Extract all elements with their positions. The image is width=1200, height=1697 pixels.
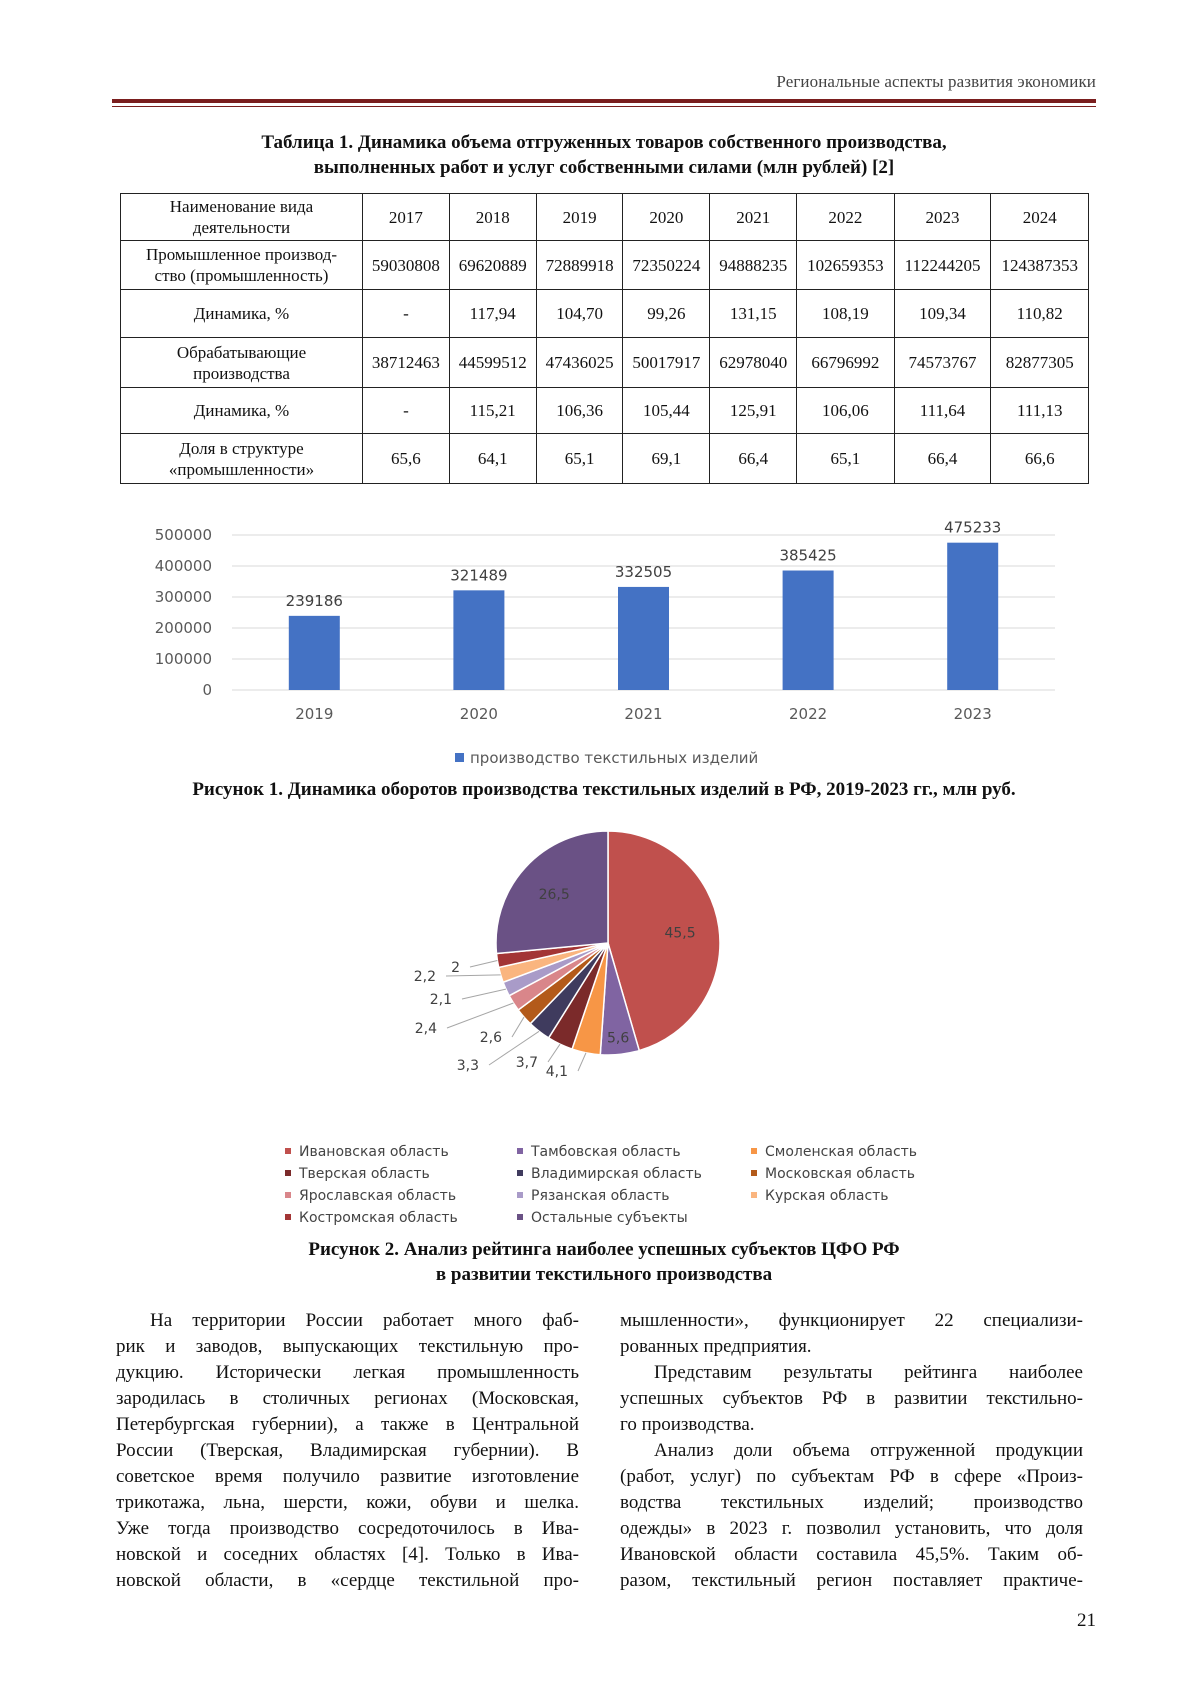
page-number: 21: [1077, 1610, 1096, 1631]
bar-data-label: 475233: [944, 518, 1002, 537]
leader-line: [470, 961, 497, 967]
legend-item-smolensk: [751, 1144, 917, 1160]
year-cell: 2022: [797, 194, 895, 241]
pie-data-label: 2: [451, 960, 460, 976]
legend-label: Тверская область: [299, 1166, 430, 1182]
table-cell: 105,44: [623, 388, 710, 434]
right-column: [620, 1308, 1083, 1594]
leader-line: [447, 1003, 513, 1028]
legend-item-tver: [285, 1166, 430, 1182]
legend-label: Ярославская область: [299, 1188, 457, 1204]
row-label: [121, 434, 363, 484]
body-paragraph: [116, 1308, 579, 1594]
text-line: зародилась в столичных регионах (Московская,: [116, 1388, 579, 1409]
left-column: [116, 1308, 579, 1594]
data-table: [120, 193, 1089, 484]
row-label-line1: Промышленное производ-: [145, 245, 338, 264]
table-row: [121, 434, 1089, 484]
header-rule-thin: [112, 106, 1096, 107]
table-row: [121, 388, 1089, 434]
legend-label: Остальные субъекты: [531, 1210, 688, 1226]
corner-line2: деятельности: [192, 218, 291, 237]
legend-item-ryazan: [517, 1188, 669, 1204]
legend-item-tambov: [517, 1144, 681, 1160]
bar: [453, 590, 504, 690]
bar-data-label: 385425: [779, 546, 837, 565]
legend-item-ivanovo: [285, 1144, 449, 1160]
table-cell: 108,19: [797, 290, 895, 338]
bar: [618, 587, 669, 690]
bar-data-label: 332505: [614, 562, 673, 581]
legend-swatch: [751, 1170, 757, 1176]
pie-data-label: 2,6: [479, 1030, 502, 1046]
pie-data-label: 3,3: [456, 1058, 479, 1074]
table-cell: 59030808: [363, 241, 450, 290]
y-tick-label: 300000: [154, 588, 212, 606]
text-line: успешных субъектов РФ в развитии текстильно-: [620, 1388, 1083, 1409]
table-cell: 62978040: [710, 338, 797, 388]
text-line: мышленности», функционирует 22 специализи-: [620, 1310, 1083, 1331]
text-line: дукцию. Исторически легкая промышленность: [116, 1362, 579, 1383]
table-cell: 65,1: [797, 434, 895, 484]
legend-swatch: [517, 1214, 523, 1220]
table-cell: 47436025: [536, 338, 623, 388]
year-cell: 2023: [894, 194, 991, 241]
year-cell: 2018: [449, 194, 536, 241]
text-line: (работ, услуг) по субъектам РФ в сфере «Произ-: [620, 1466, 1083, 1487]
table-cell: 109,34: [894, 290, 991, 338]
pie-data-label: 4,1: [545, 1064, 568, 1080]
legend-label: Рязанская область: [531, 1188, 670, 1204]
table-cell: 66,4: [710, 434, 797, 484]
legend-row: [285, 1144, 985, 1166]
year-cell: 2017: [363, 194, 450, 241]
table-cell: 110,82: [991, 290, 1089, 338]
table-cell: 38712463: [363, 338, 450, 388]
y-tick-label: 400000: [154, 557, 212, 575]
table-cell: 125,91: [710, 388, 797, 434]
table-cell: 99,26: [623, 290, 710, 338]
x-tick-label: 2021: [624, 705, 663, 723]
legend-swatch: [517, 1192, 523, 1198]
text-line: разом, текстильный регион поставляет практиче-: [620, 1570, 1083, 1591]
text-line: Петербургская губернии), а также в Центральной: [116, 1414, 579, 1435]
row-label: Динамика, %: [121, 290, 363, 338]
text-line: Анализ доли объема отгруженной продукции: [654, 1440, 1083, 1461]
table-cell: 124387353: [991, 241, 1089, 290]
table-caption-line2: выполненных работ и услуг собственными силами (млн рублей) [2]: [313, 157, 895, 178]
pie-chart: [0, 820, 1200, 1110]
bar-data-label: 239186: [285, 591, 343, 610]
pie-data-label: 2,1: [429, 992, 452, 1008]
row-label: [121, 241, 363, 290]
table-cell: 111,64: [894, 388, 991, 434]
text-line: новской области, в «сердце текстильной про-: [116, 1570, 579, 1591]
y-tick-label: 0: [202, 681, 212, 699]
bar-chart: [0, 510, 1200, 790]
legend-item-others: [517, 1210, 688, 1226]
table-cell: 65,1: [536, 434, 623, 484]
legend-swatch: [517, 1148, 523, 1154]
legend-row: [285, 1188, 985, 1210]
legend-item-moscow: [751, 1166, 915, 1182]
legend-label: Смоленская область: [765, 1144, 918, 1160]
bar: [783, 571, 834, 690]
bar: [289, 616, 340, 690]
text-line: советское время получило развитие изготовление: [116, 1466, 579, 1487]
figure2-caption-line2: в развитии текстильного производства: [435, 1264, 773, 1285]
x-tick-label: 2022: [789, 705, 828, 723]
pie-data-label: 2,4: [414, 1021, 437, 1037]
table-cell: 69,1: [623, 434, 710, 484]
legend-row: [285, 1210, 985, 1232]
text-line: Представим результаты рейтинга наиболее: [654, 1362, 1083, 1383]
body-paragraph: [620, 1360, 1083, 1438]
table-row: [121, 241, 1089, 290]
bar-data-label: 321489: [450, 566, 508, 585]
table-caption: [112, 130, 1096, 180]
table-cell: 50017917: [623, 338, 710, 388]
table-cell: 66,4: [894, 434, 991, 484]
table-cell: 106,36: [536, 388, 623, 434]
legend-item-kostroma: [285, 1210, 458, 1226]
leader-line: [578, 1053, 586, 1071]
legend-label: Владимирская область: [531, 1166, 702, 1182]
running-header: Региональные аспекты развития экономики: [776, 72, 1096, 91]
table-cell: 64,1: [449, 434, 536, 484]
figure2-caption-line1: Рисунок 2. Анализ рейтинга наиболее успешных субъектов ЦФО РФ: [308, 1239, 900, 1260]
pie-data-label: 2,2: [413, 969, 436, 985]
row-label: Динамика, %: [121, 388, 363, 434]
header-rule-thick: [112, 99, 1096, 103]
table-cell: 115,21: [449, 388, 536, 434]
bar: [947, 543, 998, 690]
year-cell: 2024: [991, 194, 1089, 241]
table-cell: 44599512: [449, 338, 536, 388]
table-cell: 72889918: [536, 241, 623, 290]
y-tick-label: 200000: [154, 619, 212, 637]
legend-swatch: [455, 753, 464, 762]
pie-data-label: 5,6: [607, 1030, 630, 1047]
table-corner-cell: [121, 194, 363, 241]
pie-data-label: 45,5: [664, 925, 696, 942]
y-tick-label: 100000: [154, 650, 212, 668]
leader-line: [512, 1017, 524, 1037]
legend-label: Ивановская область: [299, 1144, 449, 1160]
text-line: Ивановской области составила 45,5%. Таким об-: [620, 1544, 1083, 1565]
text-line: трикотажа, льна, шерсти, кожи, обуви и шелка.: [116, 1492, 579, 1513]
body-paragraph: [620, 1308, 1083, 1360]
y-tick-label: 500000: [154, 526, 212, 544]
text-line: го производства.: [620, 1414, 755, 1435]
row-label-line2: ство (промышленность): [154, 266, 329, 285]
leader-line: [548, 1044, 560, 1062]
leader-line: [462, 989, 506, 999]
text-line: рик и заводов, выпускающих текстильную про-: [116, 1336, 579, 1357]
pie-data-label: 3,7: [515, 1055, 538, 1071]
year-cell: 2019: [536, 194, 623, 241]
figure1-caption: Рисунок 1. Динамика оборотов производства текстильных изделий в РФ, 2019-2023 гг., млн руб.: [192, 779, 1016, 800]
legend-swatch: [285, 1192, 291, 1198]
legend-item-vladimir: [517, 1166, 702, 1182]
table-cell: 69620889: [449, 241, 536, 290]
legend-label: Московская область: [765, 1166, 916, 1182]
table-cell: 66796992: [797, 338, 895, 388]
table-cell: 102659353: [797, 241, 895, 290]
figure2-caption: [112, 1237, 1096, 1287]
row-label-line1: Доля в структуре: [179, 438, 304, 458]
table-caption-line1: Таблица 1. Динамика объема отгруженных товаров собственного производства,: [261, 132, 947, 153]
table-cell: 74573767: [894, 338, 991, 388]
table-cell: 117,94: [449, 290, 536, 338]
x-tick-label: 2019: [295, 705, 334, 723]
x-tick-label: 2020: [459, 705, 498, 723]
table-cell: 72350224: [623, 241, 710, 290]
legend-swatch: [285, 1148, 291, 1154]
year-cell: 2020: [623, 194, 710, 241]
table-header-row: [121, 194, 1089, 241]
table-cell: 94888235: [710, 241, 797, 290]
legend-swatch: [517, 1170, 523, 1176]
legend-label: Костромская область: [299, 1210, 458, 1226]
legend-swatch: [751, 1192, 757, 1198]
legend-swatch: [285, 1214, 291, 1220]
legend-label: Курская область: [765, 1188, 889, 1204]
x-tick-label: 2023: [953, 705, 992, 723]
corner-line1: Наименование вида: [169, 197, 314, 216]
table-cell: 131,15: [710, 290, 797, 338]
table-row: [121, 290, 1089, 338]
body-paragraph: [620, 1438, 1083, 1594]
table-cell: 82877305: [991, 338, 1089, 388]
table-cell: 104,70: [536, 290, 623, 338]
table-cell: -: [363, 388, 450, 434]
text-line: одежды» в 2023 г. позволил установить, что доля: [620, 1518, 1083, 1539]
table-row: [121, 338, 1089, 388]
row-label-line2: «промышленности»: [168, 459, 315, 479]
table-cell: 65,6: [363, 434, 450, 484]
table-cell: 106,06: [797, 388, 895, 434]
table-cell: 112244205: [894, 241, 991, 290]
text-line: новской и соседних областях [4]. Только в Ива-: [116, 1544, 579, 1565]
text-line: На территории России работает много фаб-: [150, 1310, 579, 1331]
legend-label: производство текстильных изделий: [470, 749, 759, 767]
row-label-line2: производства: [193, 363, 290, 383]
pie-legend: [285, 1144, 985, 1232]
table-cell: 111,13: [991, 388, 1089, 434]
pie-data-label: 26,5: [538, 887, 570, 904]
text-line: водства текстильных изделий; производство: [620, 1492, 1083, 1513]
row-label: [121, 338, 363, 388]
year-cell: 2021: [710, 194, 797, 241]
legend-item-yaroslavl: [285, 1188, 456, 1204]
legend-item-kursk: [751, 1188, 889, 1204]
legend-label: Тамбовская область: [531, 1144, 681, 1160]
text-line: Уже тогда производство сосредоточилось в Ива-: [116, 1518, 579, 1539]
legend-row: [285, 1166, 985, 1188]
legend-swatch: [751, 1148, 757, 1154]
row-label-line1: Обрабатывающие: [176, 342, 307, 362]
table-cell: 66,6: [991, 434, 1089, 484]
text-line: России (Тверская, Владимирская губернии). В: [116, 1440, 579, 1461]
table-cell: -: [363, 290, 450, 338]
text-line: рованных предприятия.: [620, 1336, 812, 1357]
legend-swatch: [285, 1170, 291, 1176]
